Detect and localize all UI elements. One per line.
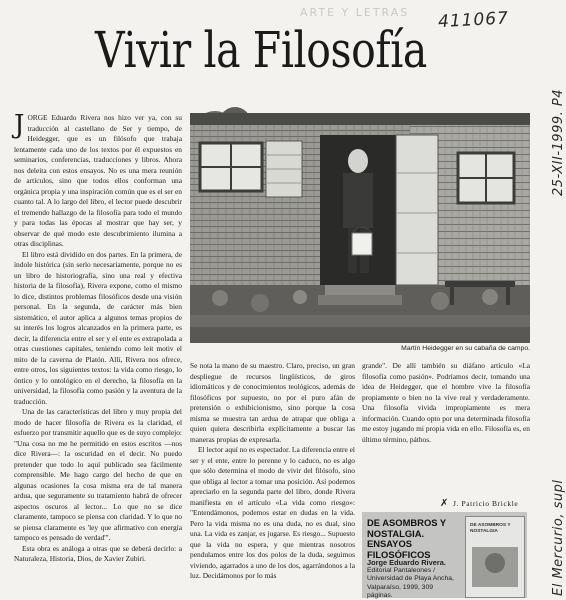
handwritten-source-note [535, 6, 566, 596]
book-details [367, 559, 459, 600]
heidegger-cabin-photo [190, 113, 530, 343]
article-column-2 [190, 361, 355, 591]
photo-image [190, 113, 530, 343]
paragraph: El lector aquí no es espectador. La diferencia entre el ser y el ente, entre lo perenne y lo caduco, no es algo que sólo determina el modo de vivir del filósofo, sino que obliga al lector a tomar una posición. Así podemos apreciarlo en la segunda parte del libro, donde Rivera manifiesta en el artículo «La vida como riesgo»: "Entendámonos, podemos estar en dudas en la vida. Pero la vida misma no es una duda, no es dual, sino una. La vida es zanjar, es jugarse. Es riesgo... Supuesto que la vida no espera, y que mientras nosotros pendulamos entre los dos polos de la duda, seguimos viviendo, agarrados a uno de los dos, agarrándonos a la luz. Decidámonos por lo más [190, 445, 355, 580]
article-title: Vivir la Filosofía [95, 21, 427, 79]
paragraph: Una de las características del libro y muy propia del modo de hacer filosofía de Rivera es la claridad, el esfuerzo por transmitir aquello que es de suyo complejo: "Una cosa no me he permitido en estos escritos —nos dice Rivera—: la oscuridad en el decir. No puedo pretender que todo lo aquí publicado sea fácilmente comprensible. Me hago cargo del hecho de que en algunas ocasiones la cosa misma era de tal manera ardua, que seguramente su tratamiento habrá de ofrecer aspectos oscuros al lector... Lo que no se dice claramente, tampoco se piensa con claridad. Y lo que no se piensa claramente es 'ley que afirmativo con energía tampoco es pensado de verdad'". [14, 407, 182, 542]
paragraph: Esta obra es análoga a otras que se deberá decirlo: a Naturaleza, Historia, Dios, de Xavier Zubiri. [14, 543, 182, 563]
paragraph: grande". De allí también su diáfano artículo «La filosofía como pasión». Podríamos decir, tomando una idea de Heidegger, que el hombre vive la filosofía propiamente o bien no la vive real y verdaderamente. Una filosofía vivida impropiamente es mera información. Cuando opto por una determinada filosofía me estoy jugando mi propia vida en ello. Filosofía es, en último término, páthos. [362, 361, 530, 444]
article-column-1 [14, 110, 182, 591]
archive-number: 411067 [437, 8, 510, 33]
author-signature: ✗ J. Patricio Brickle [440, 498, 519, 509]
book-cover-image [465, 516, 525, 598]
paragraph: JORGE Eduardo Rivera nos hizo ver ya, con su traducción al castellano de Ser y tiempo, de Heidegger, que es un filósofo que trabaja lentamente cada uno de los textos por él expuestos en seminarios, conferencias, traducciones y libros. Ahora nos deleita con estos ensayos. No es una mera reunión de artículos, sino que todos ellos conforman una orgánica propia y una inspiración común que es el ser en cuanto tal. A lo largo del libro, el lector puede descubrir el tremendo hallazgo de la filosofía para todo el mundo y para todas las épocas al mostrar que hay ser, y observar de qué modo este descubrimiento ilumina a otras disciplinas. [14, 110, 182, 248]
signature-mark: ✗ [440, 498, 449, 509]
date-note: 25-XII-1999. P4 [551, 89, 566, 196]
book-author: Jorge Eduardo Rivera. [367, 558, 446, 567]
book-info-box [362, 512, 527, 598]
drop-cap: J [14, 110, 25, 140]
book-publisher: Editorial Pantaleones / Universidad de Playa Ancha, Valparaíso, 1999, 309 páginas. [367, 567, 454, 599]
paragraph: Se nota la mano de su maestro. Claro, preciso, un gran despliegue de recursos lingüísticos, de giros idiomáticos y de conocimientos teológicos, además de filosóficos por supuesto, no por el puro afán de pretensión o exhibicionismo, sino porque la cosa misma se muestra tan ardua de atrapar que obliga a quien quiera describirla explícitamente a buscar las maneras propias de expresarla. [190, 361, 355, 444]
paragraph: El libro está dividido en dos partes. En la primera, de índole histórica (sin serlo necesariamente, porque no es un libro de historiografía, sino una real y efectiva historia de la filosofía), Rivera expone, como el mismo lo dice, distintos problemas filosóficos desde una visión personal. En la segunda, de carácter más bien sistemático, el autor aplica a algunos temas propios de su interés los logros alcanzados en la primera parte, es decir, la diferencia entre el ser y el ente es extrapolada a otras cuestiones capitales, teniendo como leit motiv el mito de la caverna de Platón. Allí, Rivera nos ofrece, entre otros, los siguientes textos: la vida como riesgo, lo óntico y lo ontológico en el derecho, la filosofía en la universidad, la filosofía como pasión y la aventura de la traducción. [14, 249, 182, 406]
book-cover-art [466, 517, 524, 597]
article-column-3 [362, 361, 530, 513]
book-cover-title: DE ASOMBROS Y NOSTALGIA [470, 523, 511, 534]
section-header: ARTE Y LETRAS [300, 6, 410, 19]
source-note: El Mercurio, supl [551, 479, 566, 596]
photo-caption: Martín Heidegger en su cabaña de campo. [401, 345, 530, 352]
book-title: DE ASOMBROS Y NOSTALGIA. ENSAYOS FILOSÓFICOS [367, 517, 447, 560]
